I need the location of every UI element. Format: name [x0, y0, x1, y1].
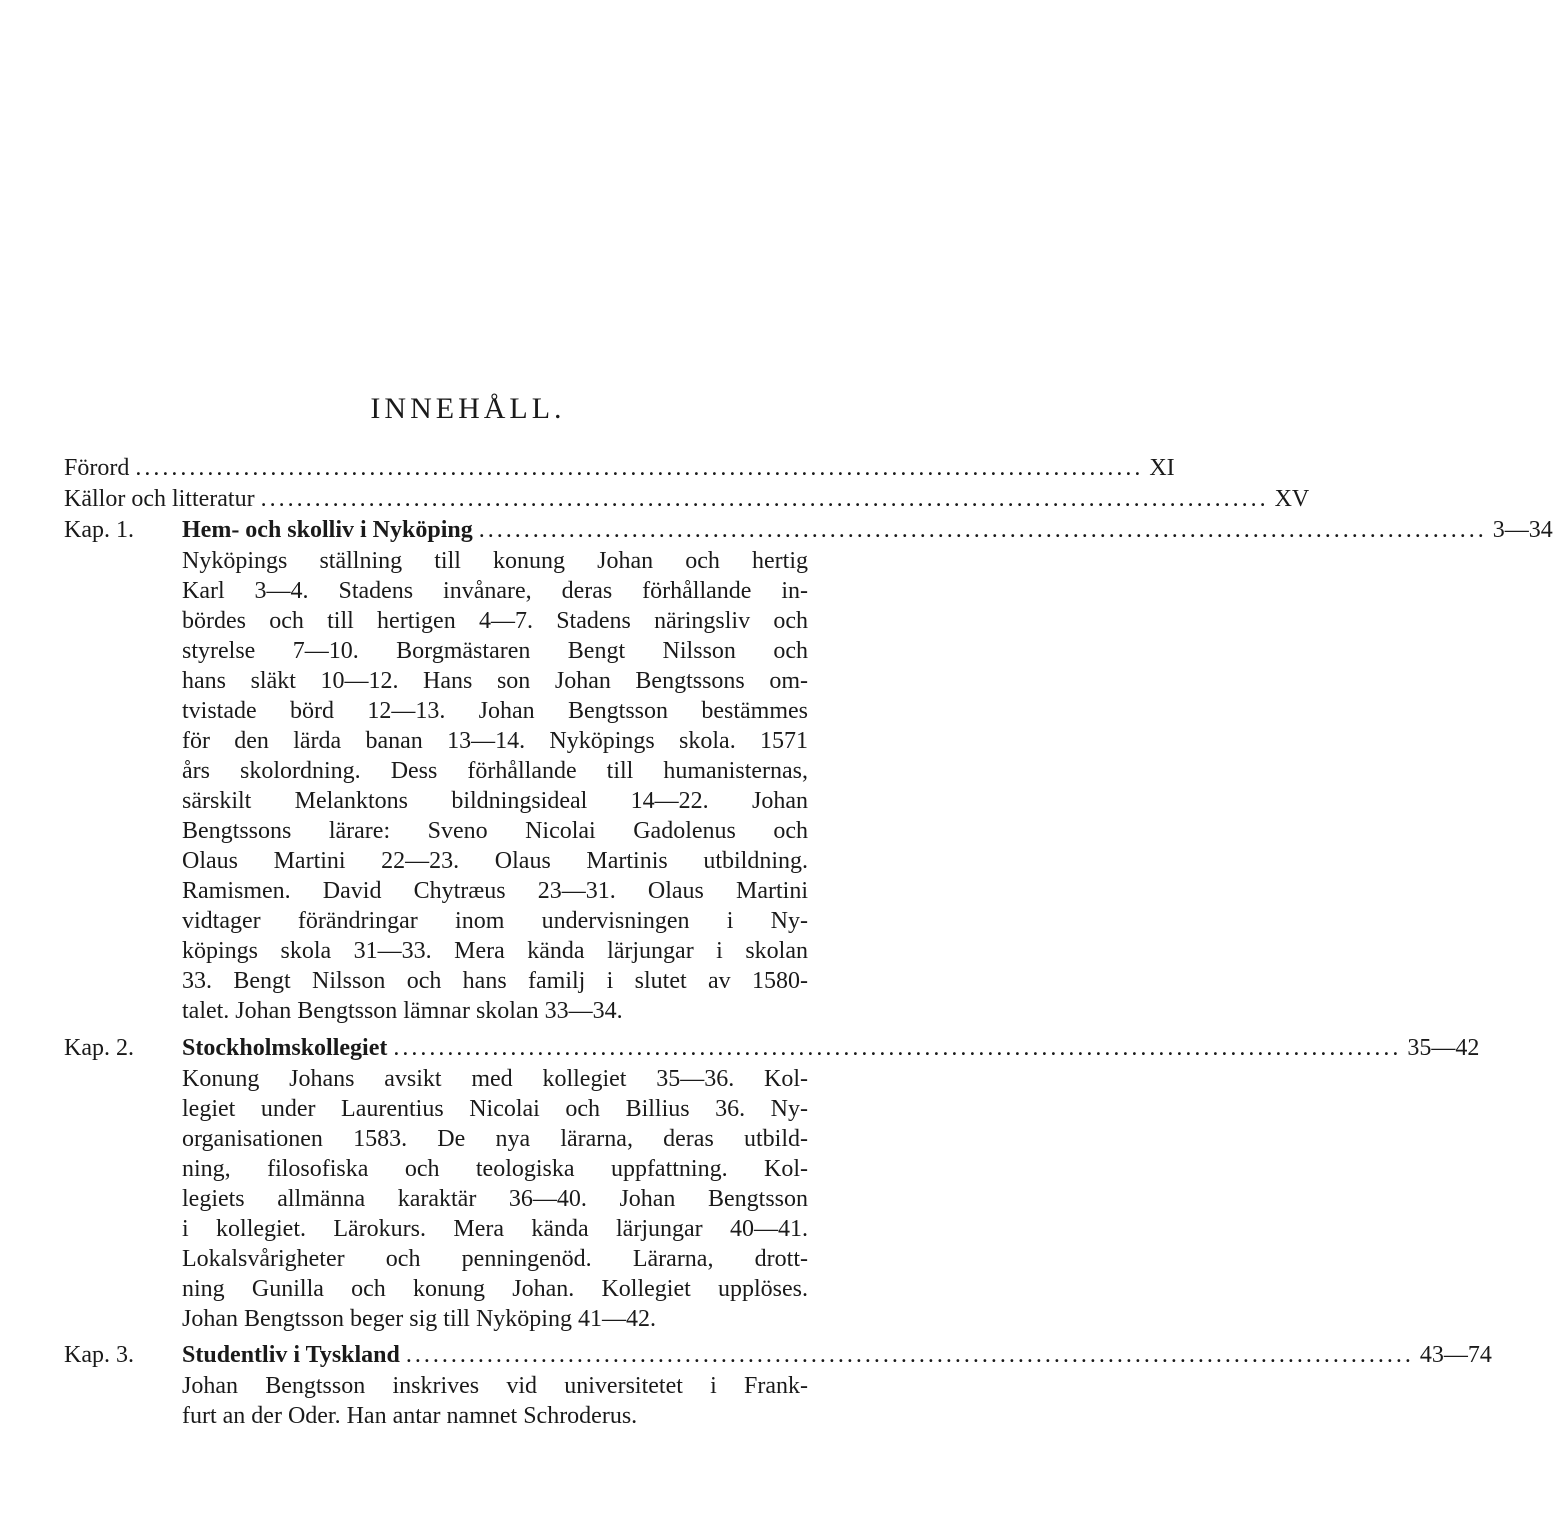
- summary-line: vidtager förändringar inom undervisningen i Ny-: [182, 908, 808, 934]
- summary-line: legiet under Laurentius Nicolai och Billius 36. Ny-: [182, 1096, 808, 1122]
- dot-leader: ................................................................................................................: [405, 1342, 1414, 1368]
- summary-line: ning Gunilla och konung Johan. Kollegiet upplöses.: [182, 1276, 808, 1302]
- summary-line: Ramismen. David Chytræus 23—31. Olaus Martini: [182, 878, 808, 904]
- summary-line: i kollegiet. Lärokurs. Mera kända lärjungar 40—41.: [182, 1216, 808, 1242]
- summary-line: Johan Bengtsson inskrives vid universitetet i Frank-: [182, 1373, 808, 1399]
- entry-title: Förord: [64, 455, 130, 481]
- summary-line: Bengtssons lärare: Sveno Nicolai Gadolenus och: [182, 818, 808, 844]
- dot-leader: ................................................................................................................: [260, 486, 1269, 512]
- page-title: INNEHÅLL.: [370, 392, 566, 425]
- summary-line: Olaus Martini 22—23. Olaus Martinis utbildning.: [182, 848, 808, 874]
- chapter-2-summary: [182, 1064, 808, 1334]
- summary-line: för den lärda banan 13—14. Nyköpings skola. 1571: [182, 728, 808, 754]
- summary-line: särskilt Melanktons bildningsideal 14—22. Johan: [182, 788, 808, 814]
- entry-pages: 43—74: [1419, 1342, 1492, 1368]
- chapter-label: Kap. 1.: [64, 517, 134, 543]
- chapter-3-summary: [182, 1371, 808, 1431]
- entry-pages: XI: [1149, 455, 1175, 481]
- chapter-label: Kap. 2.: [64, 1035, 134, 1061]
- summary-line: års skolordning. Dess förhållande till humanisternas,: [182, 758, 808, 784]
- dot-leader: ................................................................................................................: [135, 455, 1144, 481]
- summary-line: talet. Johan Bengtsson lämnar skolan 33—34.: [182, 998, 623, 1024]
- entry-title: Källor och litteratur: [64, 486, 255, 512]
- entry-pages: 3—34: [1492, 517, 1553, 543]
- summary-line: ning, filosofiska och teologiska uppfattning. Kol-: [182, 1156, 808, 1182]
- dot-leader: ................................................................................................................: [393, 1035, 1402, 1061]
- summary-line: bördes och till hertigen 4—7. Stadens näringsliv och: [182, 608, 808, 634]
- summary-line: styrelse 7—10. Borgmästaren Bengt Nilsson och: [182, 638, 808, 664]
- toc-entry-chapter-3: [182, 1340, 1492, 1370]
- entry-pages: 35—42: [1407, 1035, 1480, 1061]
- entry-pages: XV: [1274, 486, 1310, 512]
- summary-line: tvistade börd 12—13. Johan Bengtsson bestämmes: [182, 698, 808, 724]
- toc-entry-forord: [64, 453, 1175, 483]
- summary-line: Nyköpings ställning till konung Johan och hertig: [182, 548, 808, 574]
- toc-entry-chapter-2: [182, 1033, 1480, 1063]
- chapter-title: Studentliv i Tyskland: [182, 1342, 400, 1368]
- toc-entry-chapter-1: [182, 515, 1553, 545]
- summary-line: furt an der Oder. Han antar namnet Schroderus.: [182, 1403, 638, 1429]
- summary-line: Konung Johans avsikt med kollegiet 35—36. Kol-: [182, 1066, 808, 1092]
- summary-line: Johan Bengtsson beger sig till Nyköping 41—42.: [182, 1306, 656, 1332]
- summary-line: Lokalsvårigheter och penningenöd. Lärarna, drott-: [182, 1246, 808, 1272]
- chapter-title: Hem- och skolliv i Nyköping: [182, 517, 473, 543]
- chapter-title: Stockholmskollegiet: [182, 1035, 388, 1061]
- summary-line: hans släkt 10—12. Hans son Johan Bengtssons om-: [182, 668, 808, 694]
- chapter-label: Kap. 3.: [64, 1342, 134, 1368]
- summary-line: organisationen 1583. De nya lärarna, deras utbild-: [182, 1126, 808, 1152]
- summary-line: 33. Bengt Nilsson och hans familj i slutet av 1580-: [182, 968, 808, 994]
- toc-entry-kallor: [64, 484, 1310, 514]
- summary-line: legiets allmänna karaktär 36—40. Johan Bengtsson: [182, 1186, 808, 1212]
- summary-line: köpings skola 31—33. Mera kända lärjungar i skolan: [182, 938, 808, 964]
- dot-leader: ................................................................................................................: [478, 517, 1487, 543]
- summary-line: Karl 3—4. Stadens invånare, deras förhållande in-: [182, 578, 808, 604]
- chapter-1-summary: [182, 546, 808, 1026]
